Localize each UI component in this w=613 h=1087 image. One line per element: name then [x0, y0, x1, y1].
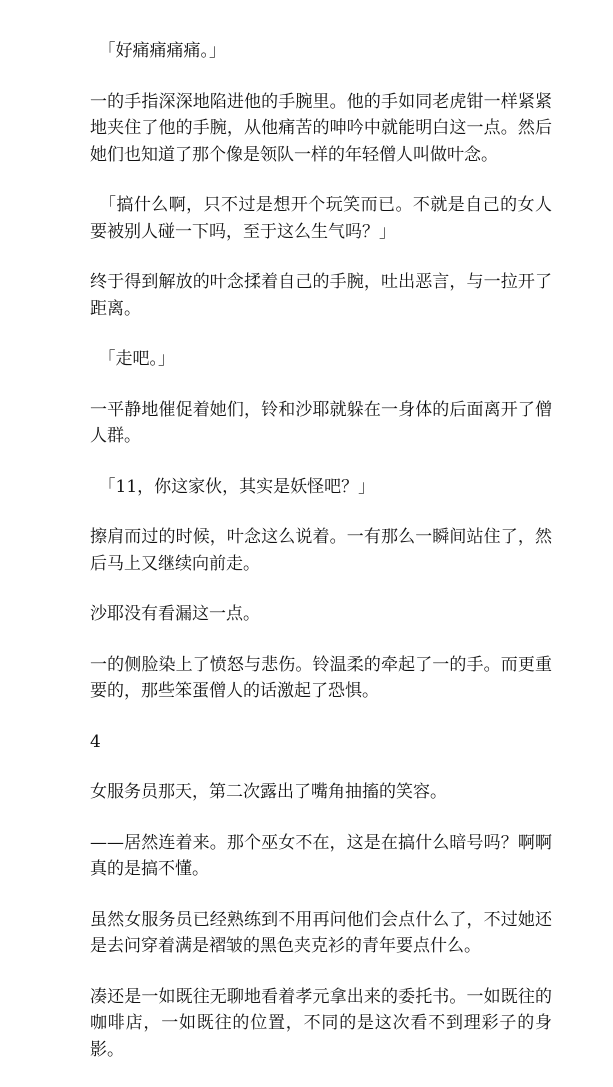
paragraph-1: 「好痛痛痛痛。」 [90, 41, 226, 61]
paragraph-8: 擦肩而过的时候，叶念这么说着。一有那么一瞬间站住了，然后马上又继续向前走。 [90, 527, 552, 574]
body-text [90, 38, 552, 1087]
paragraph-4: 终于得到解放的叶念揉着自己的手腕，吐出恶言，与一拉开了距离。 [90, 272, 552, 319]
paragraph-13: 虽然女服务员已经熟练到不用再问他们会点什么了，不过她还是去问穿着满是褶皱的黑色夹克衫的青年要点什么。 [90, 909, 552, 956]
paragraph-11: 女服务员那天，第二次露出了嘴角抽搐的笑容。 [90, 782, 447, 802]
paragraph-10: 一的侧脸染上了愤怒与悲伤。铃温柔的牵起了一的手。而更重要的，那些笨蛋僧人的话激起了恐惧。 [90, 654, 552, 701]
paragraph-12: ——居然连着来。那个巫女不在，这是在搞什么暗号吗？啊啊真的是搞不懂。 [90, 832, 552, 879]
paragraph-2: 一的手指深深地陷进他的手腕里。他的手如同老虎钳一样紧紧地夹住了他的手腕，从他痛苦的呻吟中就能明白这一点。然后她们也知道了那个像是领队一样的年轻僧人叫做叶念。 [90, 91, 552, 165]
paragraph-9: 沙耶没有看漏这一点。 [90, 604, 260, 624]
section-number: 4 [90, 731, 101, 752]
paragraph-14: 凑还是一如既往无聊地看着孝元拿出来的委托书。一如既往的咖啡店，一如既往的位置，不同的是这次看不到理彩子的身影。 [90, 986, 552, 1060]
paragraph-7: 「11，你这家伙，其实是妖怪吧？」 [90, 476, 376, 497]
paragraph-6: 一平静地催促着她们，铃和沙耶就躲在一身体的后面离开了僧人群。 [90, 399, 552, 446]
paragraph-3: 「搞什么啊，只不过是想开个玩笑而已。不就是自己的女人要被别人碰一下吗，至于这么生气吗？」 [90, 195, 552, 242]
paragraph-5: 「走吧。」 [90, 349, 175, 369]
